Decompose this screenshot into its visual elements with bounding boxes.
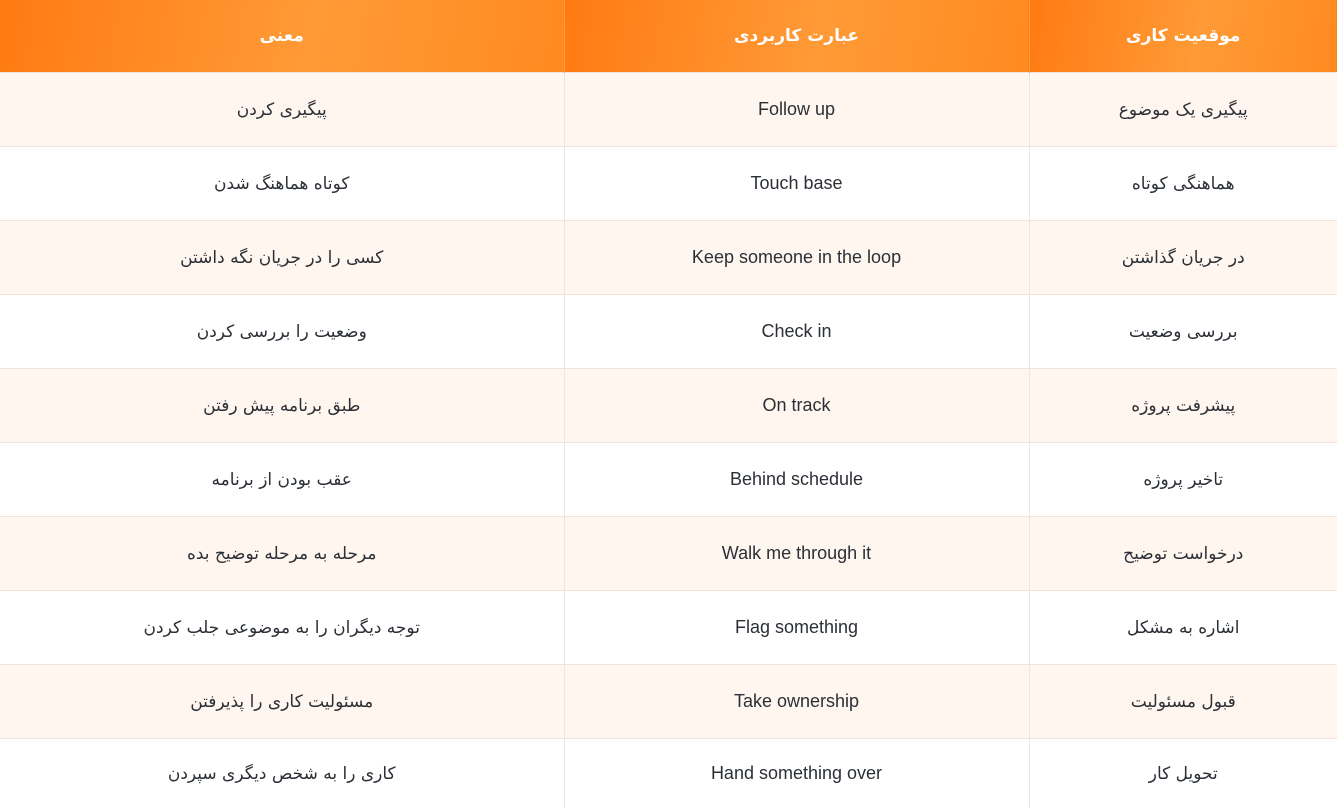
table-row	[0, 739, 1337, 808]
situation-cell: تاخیر پروژه	[1029, 443, 1337, 517]
table-header	[0, 0, 1337, 73]
phrase-cell: Keep someone in the loop	[564, 221, 1029, 295]
phrase-cell: Touch base	[564, 147, 1029, 221]
meaning-cell: وضعیت را بررسی کردن	[0, 295, 564, 369]
table-row	[0, 369, 1337, 443]
meaning-cell: کوتاه هماهنگ شدن	[0, 147, 564, 221]
phrase-cell: Check in	[564, 295, 1029, 369]
meaning-cell: مسئولیت کاری را پذیرفتن	[0, 665, 564, 739]
meaning-cell: توجه دیگران را به موضوعی جلب کردن	[0, 591, 564, 665]
phrase-cell: Follow up	[564, 73, 1029, 147]
header-meaning: معنی	[0, 0, 564, 73]
table-row	[0, 221, 1337, 295]
table-row	[0, 295, 1337, 369]
table-body	[0, 73, 1337, 808]
phrase-cell: Flag something	[564, 591, 1029, 665]
situation-cell: پیشرفت پروژه	[1029, 369, 1337, 443]
situation-cell: تحویل کار	[1029, 739, 1337, 808]
situation-cell: درخواست توضیح	[1029, 517, 1337, 591]
table-row	[0, 665, 1337, 739]
situation-cell: بررسی وضعیت	[1029, 295, 1337, 369]
meaning-cell: مرحله به مرحله توضیح بده	[0, 517, 564, 591]
meaning-cell: عقب بودن از برنامه	[0, 443, 564, 517]
phrase-cell: Behind schedule	[564, 443, 1029, 517]
situation-cell: پیگیری یک موضوع	[1029, 73, 1337, 147]
header-situation: موقعیت کاری	[1029, 0, 1337, 73]
meaning-cell: کسی را در جریان نگه داشتن	[0, 221, 564, 295]
situation-cell: در جریان گذاشتن	[1029, 221, 1337, 295]
phrase-cell: Walk me through it	[564, 517, 1029, 591]
table-row	[0, 443, 1337, 517]
phrase-cell: Take ownership	[564, 665, 1029, 739]
situation-cell: اشاره به مشکل	[1029, 591, 1337, 665]
table-row	[0, 517, 1337, 591]
header-row	[0, 0, 1337, 73]
meaning-cell: پیگیری کردن	[0, 73, 564, 147]
phrase-cell: On track	[564, 369, 1029, 443]
table-row	[0, 73, 1337, 147]
situation-cell: هماهنگی کوتاه	[1029, 147, 1337, 221]
table-row	[0, 147, 1337, 221]
header-phrase: عبارت کاربردی	[564, 0, 1029, 73]
table-row	[0, 591, 1337, 665]
phrase-cell: Hand something over	[564, 739, 1029, 808]
situation-cell: قبول مسئولیت	[1029, 665, 1337, 739]
meaning-cell: کاری را به شخص دیگری سپردن	[0, 739, 564, 808]
meaning-cell: طبق برنامه پیش رفتن	[0, 369, 564, 443]
